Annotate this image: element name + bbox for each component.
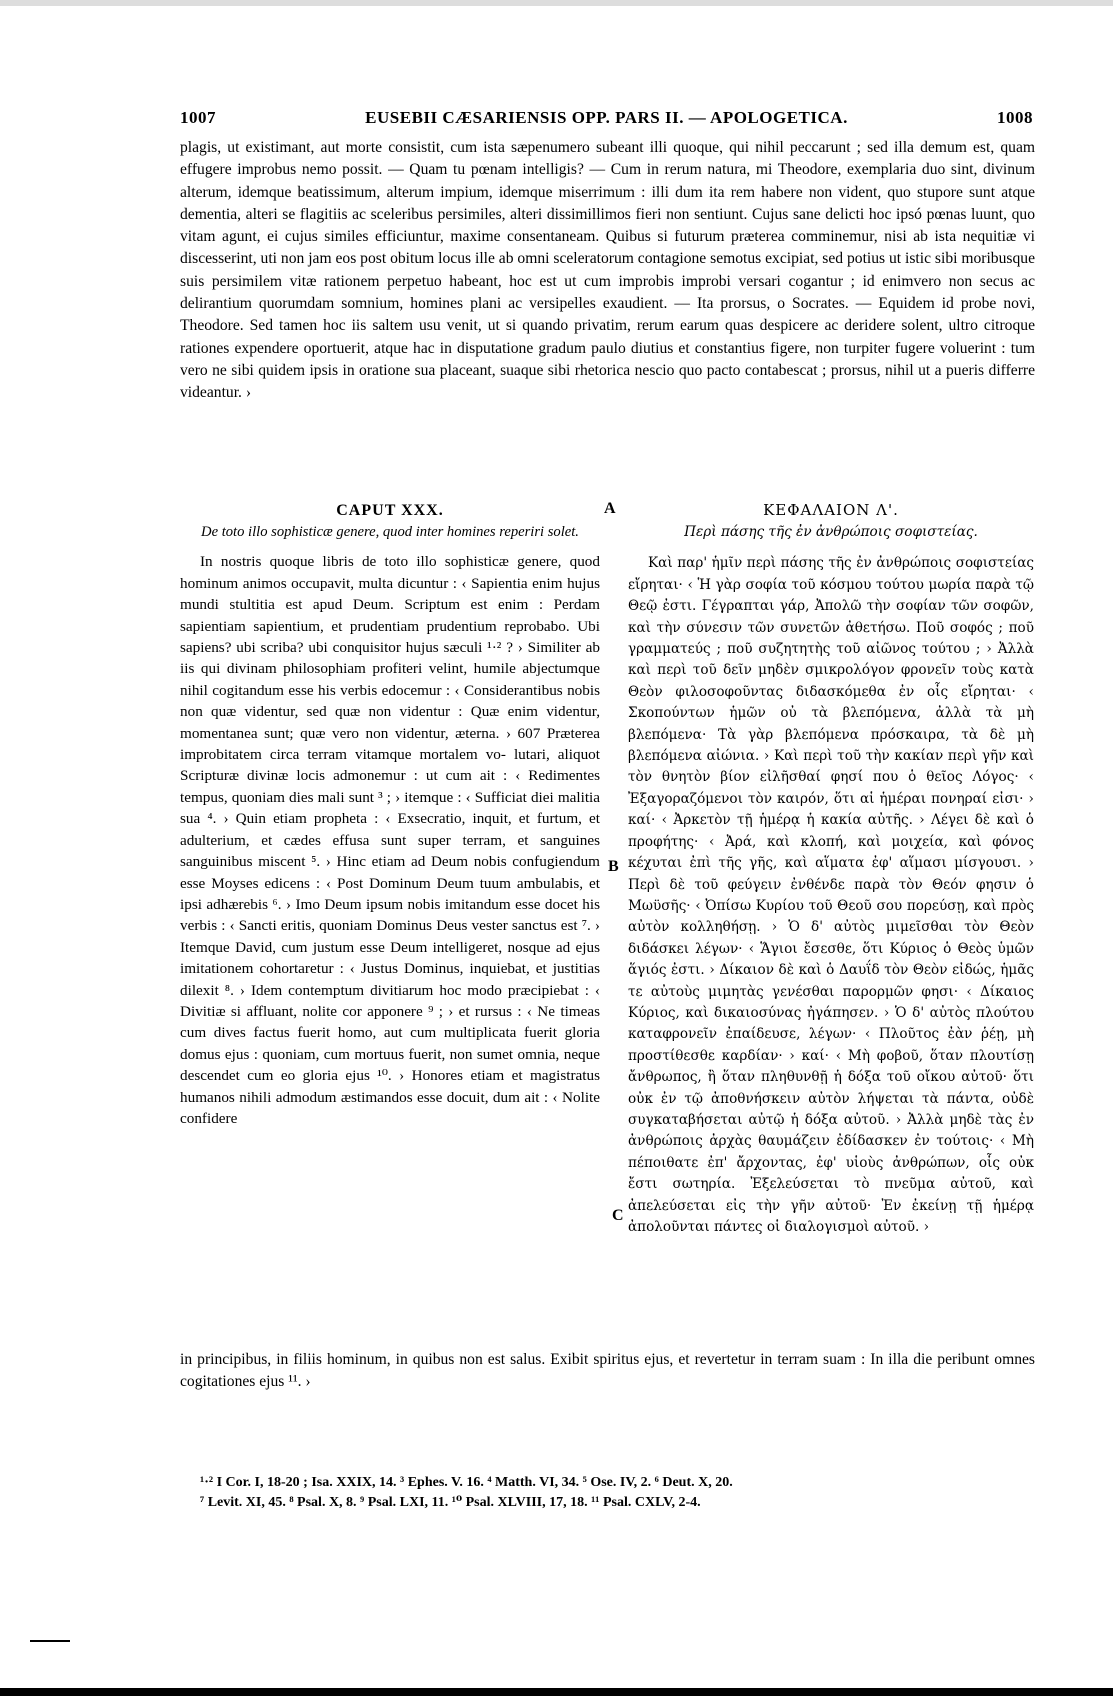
greek-chapter-text: Καὶ παρ' ἡμῖν περὶ πάσης τῆς ἐν ἀνθρώποις σοφιστείας εἴρηται· ‹ Ἡ γὰρ σοφία τοῦ κόσμου τούτου μωρία παρὰ τῷ Θεῷ ἐστι. Γέγραπται γάρ, Ἀπολῶ τὴν σοφίαν τῶν σοφῶν, καὶ τὴν σύνεσιν τῶν συνετῶν ἀθετήσω. Ποῦ σοφός ; ποῦ γραμματεύς ; ποῦ συζητητὴς τοῦ αἰῶνος τούτου ; › Ἀλλὰ καὶ περὶ τοῦ δεῖν μηδὲν σμικρολόγον φρονεῖν τοὺς κατὰ Θεὸν φιλοσοφοῦντας διδασκόμεθα ἐν οἷς εἴρηται· ‹ Σκοπούντων ἡμῶν οὐ τὰ βλεπόμενα, ἀλλὰ τὰ μὴ βλεπόμενα· Τὰ γὰρ βλεπόμενα πρόσκαιρα, τὰ δὲ μὴ βλεπόμενα αἰώνια. › Καὶ περὶ τοῦ τὴν κακίαν περὶ γῆν καὶ τὸν θνητὸν βίον εἰλῆσθαί φησί που ὁ θεῖος Λόγος· ‹ Ἐξαγοραζόμενοι τὸν καιρόν, ὅτι αἱ ἡμέραι πονηραί εἰσι· › καί· ‹ Ἀρκετὸν τῇ ἡμέρᾳ ἡ κακία αὐτῆς. › Λέγει δὲ καὶ ὁ προφήτης· ‹ Ἀρά, καὶ κλοπή, καὶ μοιχεία, καὶ φόνος κέχυται ἐπὶ τῆς γῆς, καὶ αἵματα ἐφ' αἵμασι μίσγουσι. › Περὶ δὲ τοῦ φεύγειν ἐνθένδε παρὰ τὸν Θεόν φησιν ὁ Μωϋσῆς· ‹ Ὀπίσω Κυρίου τοῦ Θεοῦ σου πορεύσῃ, καὶ πρὸς αὐτὸν κολληθήσῃ. › Ὁ δ' αὐτὸς μιμεῖσθαι τὸν Θεὸν διδάσκει λέγων· ‹ Ἅγιοι ἔσεσθε, ὅτι Κύριος ὁ Θεὸς ὑμῶν ἅγιός ἐστι. › Δίκαιον δὲ καὶ ὁ Δαυΐδ τὸν Θεὸν εἰδώς, ἡμᾶς τε αὐτοὺς μιμητὰς γενέσθαι παρορμῶν φησι· ‹ Δίκαιος Κύριος, καὶ δικαιοσύνας ἠγάπησεν. › Ὁ δ' αὐτὸς πλούτου καταφρονεῖν ἐπαίδευσε, λέγων· ‹ Πλοῦτος ἐὰν ῥέῃ, μὴ προστίθεσθε καρδίαν· › καί· ‹ Μὴ φοβοῦ, ὅταν πλουτίσῃ ἄνθρωπος, ἢ ὅταν πληθυνθῇ ἡ δόξα τοῦ οἴκου αὐτοῦ· ὅτι οὐκ ἐν τῷ ἀποθνήσκειν αὐτὸν λήψεται τὰ πάντα, οὐδὲ συγκαταβήσεται αὐτῷ ἡ δόξα αὐτοῦ. › Ἀλλὰ μηδὲ τὰς ἐν ἀνθρώποις ἀρχὰς θαυμάζειν ἐδίδασκεν ἐν τούτοις· ‹ Μὴ πέποιθατε ἐπ' ἄρχοντας, ἐφ' υἱοὺς ἀνθρώπων, οἷς οὐκ ἔστι σωτηρία. Ἐξελεύσεται τὸ πνεῦμα αὐτοῦ, καὶ ἀπελεύσεται εἰς τὴν γῆν αὐτοῦ· Ἐν ἐκείνῃ τῇ ἡμέρᾳ ἀπολοῦνται πάντες οἱ διαλογισμοὶ αὐτοῦ. › — [628, 555, 1034, 1235]
latin-chapter-text: In nostris quoque libris de toto illo sophisticæ genere, quod hominum animos occupavit, multa dicuntur : ‹ Sapientia enim hujus mundi stultitia est apud Deum. Scriptum est enim : Perdam sapientiam sapientium, et prudentiam prudentium reprobabo. Ubi sapiens? ubi scriba? ubi conquisitor hujus sæculi ¹·² ? › Similiter ab iis qui divinam philosophiam profiteri velint, humile abjectumque nihil cogitandum esse his verbis edocemur : ‹ Considerantibus nobis non quæ videntur, sed quæ non videntur : Quæ enim videntur, momentanea sunt; quæ vero non videntur, æterna. › 607 Præterea improbitatem circa terram vitamque mortalem vo- lutari, aliquot Scripturæ divinæ locis admonemur : ut cum ait : ‹ Redimentes tempus, quoniam dies mali sunt ³ ; › itemque : ‹ Sufficiat diei malitia sua ⁴. › Quin etiam propheta : ‹ Exsecratio, inquit, et furtum, et adulterium, et cædes effusa sunt super terram, et sanguines sanguinibus miscent ⁵. › Hinc etiam ad Deum nobis confugiendum esse Moyses edicens : ‹ Post Dominum Deum tuum ambulabis, et ipsi adhærebis ⁶. › Imo Deum ipsum nobis imitandum esse docet his verbis : ‹ Sancti eritis, quoniam Dominus Deus vester sanctus est ⁷. › Itemque David, cum justum esse Deum intelligeret, nosque ad ejus imitationem cohortaretur : ‹ Justus Dominus, inquiebat, et justitias dilexit ⁸. › Idem contemptum divitiarum hoc modo præcipiebat : ‹ Divitiæ si affluant, nolite cor apponere ⁹ ; › et rursus : ‹ Ne timeas cum dives factus fuerit homo, aut cum multiplicata fuerit gloria domus ejus : quoniam, cum mortuus fuerit, non sumet omnia, neque descendet cum eo gloria ejus ¹⁰. › Honores etiam et magistratus humanos nihili admodum æstimandos esse docuit, dum ait : ‹ Nolite confidere — [180, 553, 600, 1127]
running-title: EUSEBII CÆSARIENSIS OPP. PARS II. — APOLOGETICA. — [365, 108, 848, 127]
page-number-left: 1007 — [180, 108, 216, 127]
greek-column — [628, 500, 1034, 1238]
footnote-line: ¹·² I Cor. I, 18-20 ; Isa. XXIX, 14. ³ Ephes. V. 16. ⁴ Matth. VI, 34. ⁵ Ose. IV, 2. ⁶ Deut. X, 20. — [200, 1475, 733, 1490]
margin-letter-a: A — [604, 500, 616, 517]
page-number-right: 1008 — [997, 108, 1033, 127]
latin-chapter-subtitle: De toto illo sophisticæ genere, quod inter homines reperiri solet. — [201, 524, 579, 541]
paragraph-text: plagis, ut existimant, aut morte consistit, cum ista sæpenumero subeant illi quoque, qui nihil peccarunt ; sed illa demum est, quam effugere improbus nemo possit. — Quam tu pœnam intelligis? — Cum in rerum natura, mi Theodore, exemplaria duo sint, divinum alterum, idemque beatissimum, alterum impium, idemque miserrimum : illi dum ita rem habere non vident, quo stupore sunt atque dementia, alteri se flagitiis ac sceleribus persimiles, alteri dissimillimos fieri non sentiunt. Cujus sane delicti hoc ipsó pœnas luunt, quo vitam agunt, ei cujus similes efficiuntur, maxime consentaneam. Quibus si futurum præterea comminemur, nisi ab ista nequitiæ vi discesserint, uti non jam eos post obitum locus ille ab omni sceleratorum contagione semotus excipiat, sed potius ut istic sibi moribusque suis persimilem vitæ rationem perpetuo habeant, hoc est ut cum improbis improbi versari cogantur ; id enimvero non secus ac delirantium quorumdam somnium, homines plani ac versipelles exaudient. — Ita prorsus, o Socrates. — Equidem id probe novi, Theodore. Sed tamen hoc iis saltem usu venit, ut si quando privatim, rerum earum quas despicere ac deridere solent, ultro citroque rationes expendere oportuerit, atque hac in disputatione gradum paulo diutius et constantius figere, non turpiter fugere voluerint : tum vero ne sibi quidem ipsis in oratione sua placeant, suaque sibi rhetorica nescio quo pacto contabescat ; prorsus, nihil ut a pueris differre videantur. › — [180, 139, 1035, 402]
closing-text: in principibus, in filiis hominum, in quibus non est salus. Exibit spiritus ejus, et revertetur in terram suam : In illa die peribunt omnes cogitationes ejus ¹¹. › — [180, 1351, 1035, 1390]
margin-letter-c: C — [612, 1207, 624, 1224]
greek-chapter-subtitle: Περὶ πάσης τῆς ἐν ἀνθρώποις σοφιστείας. — [684, 524, 978, 541]
greek-chapter-title: ΚΕΦΑΛΑΙΟΝ Λ'. — [763, 501, 899, 519]
latin-column — [180, 500, 600, 1129]
continued-paragraph — [180, 137, 1035, 405]
scan-frame-border — [0, 1688, 1113, 1696]
closing-paragraph — [180, 1349, 1035, 1393]
footnotes — [200, 1473, 1035, 1513]
latin-chapter-title: CAPUT XXX. — [336, 502, 444, 519]
margin-letter-b: B — [608, 858, 619, 875]
scan-edge — [0, 0, 1113, 6]
running-header — [180, 108, 1033, 134]
scan-frame-mark — [30, 1640, 70, 1642]
footnote-line: ⁷ Levit. XI, 45. ⁸ Psal. X, 8. ⁹ Psal. LXI, 11. ¹⁰ Psal. XLVIII, 17, 18. ¹¹ Psal. CXLV, 2-4. — [200, 1495, 701, 1510]
